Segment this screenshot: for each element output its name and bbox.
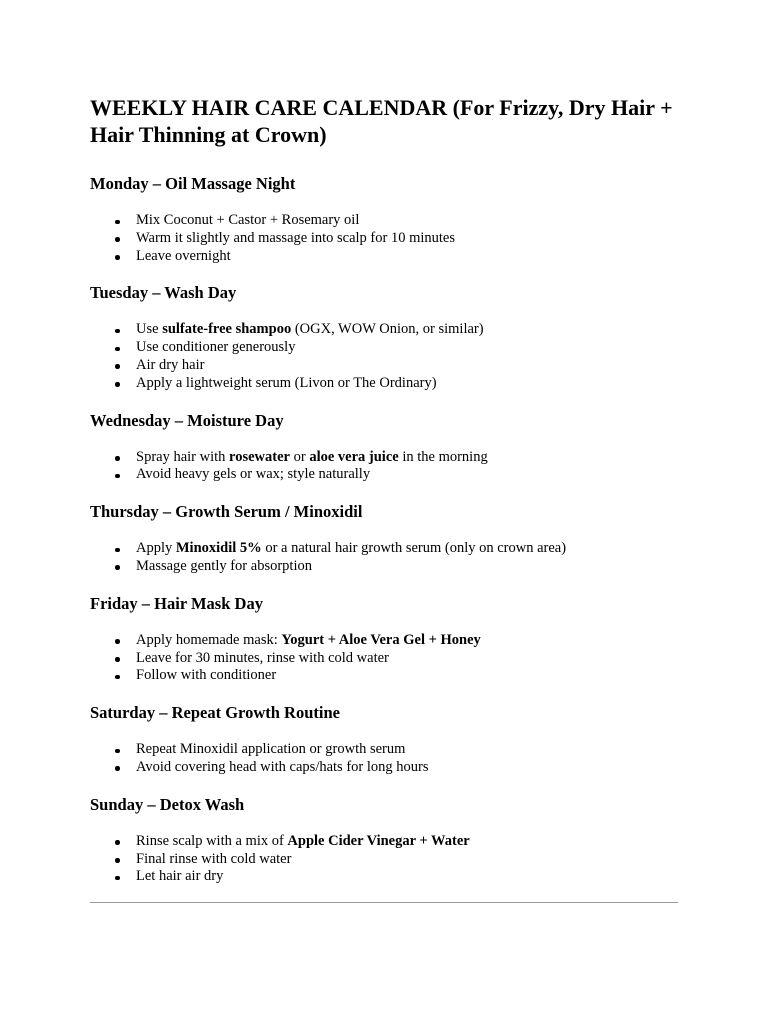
- document-page: [90, 94, 680, 903]
- list-item: Use conditioner generously: [136, 339, 680, 357]
- bold-text: aloe vera juice: [309, 448, 399, 465]
- day-heading: Wednesday – Moisture Day: [90, 410, 284, 430]
- day-section-wednesday: [90, 411, 680, 485]
- task-list: [90, 540, 680, 576]
- bold-text: Minoxidil 5%: [175, 540, 262, 557]
- list-item: Apply homemade mask: Yogurt + Aloe Vera Gel + Honey: [136, 632, 680, 650]
- day-section-tuesday: [90, 283, 680, 392]
- day-section-thursday: [90, 502, 680, 576]
- document-title: WEEKLY HAIR CARE CALENDAR (For Frizzy, Dry Hair + Hair Thinning at Crown): [90, 95, 673, 147]
- task-list: [90, 321, 680, 392]
- horizontal-divider: [90, 902, 678, 903]
- day-heading: Tuesday – Wash Day: [90, 283, 237, 303]
- list-item: Avoid covering head with caps/hats for long hours: [136, 759, 680, 777]
- list-item: Warm it slightly and massage into scalp for 10 minutes: [136, 230, 680, 248]
- day-section-monday: [90, 174, 680, 265]
- list-item: Apply Minoxidil 5% or a natural hair growth serum (only on crown area): [136, 540, 680, 558]
- list-item: Rinse scalp with a mix of Apple Cider Vinegar + Water: [136, 833, 680, 851]
- day-heading: Sunday – Detox Wash: [90, 794, 245, 814]
- list-item: Mix Coconut + Castor + Rosemary oil: [136, 212, 680, 230]
- list-item: Leave for 30 minutes, rinse with cold water: [136, 650, 680, 668]
- task-list: [90, 632, 680, 685]
- task-list: [90, 741, 680, 777]
- bold-text: Apple Cider Vinegar + Water: [287, 832, 470, 849]
- task-list: [90, 212, 680, 265]
- list-item: Apply a lightweight serum (Livon or The Ordinary): [136, 375, 680, 393]
- list-item: Let hair air dry: [136, 868, 680, 886]
- bold-text: Yogurt + Aloe Vera Gel + Honey: [281, 631, 481, 648]
- list-item: Massage gently for absorption: [136, 558, 680, 576]
- day-heading: Monday – Oil Massage Night: [90, 174, 296, 193]
- list-item: Air dry hair: [136, 357, 680, 375]
- bold-text: sulfate-free shampoo: [162, 321, 292, 338]
- day-section-saturday: [90, 703, 680, 777]
- list-item: Use sulfate-free shampoo (OGX, WOW Onion, or similar): [136, 321, 680, 339]
- day-heading: Friday – Hair Mask Day: [90, 593, 263, 613]
- list-item: Spray hair with rosewater or aloe vera juice in the morning: [136, 449, 680, 467]
- day-heading: Saturday – Repeat Growth Routine: [90, 703, 340, 723]
- list-item: Leave overnight: [136, 248, 680, 266]
- task-list: [90, 449, 680, 485]
- day-section-sunday: [90, 795, 680, 886]
- day-section-friday: [90, 594, 680, 685]
- list-item: Follow with conditioner: [136, 667, 680, 685]
- list-item: Repeat Minoxidil application or growth serum: [136, 741, 680, 759]
- task-list: [90, 833, 680, 886]
- day-heading: Thursday – Growth Serum / Minoxidil: [90, 502, 363, 522]
- bold-text: rosewater: [229, 448, 290, 465]
- list-item: Avoid heavy gels or wax; style naturally: [136, 466, 680, 484]
- list-item: Final rinse with cold water: [136, 851, 680, 869]
